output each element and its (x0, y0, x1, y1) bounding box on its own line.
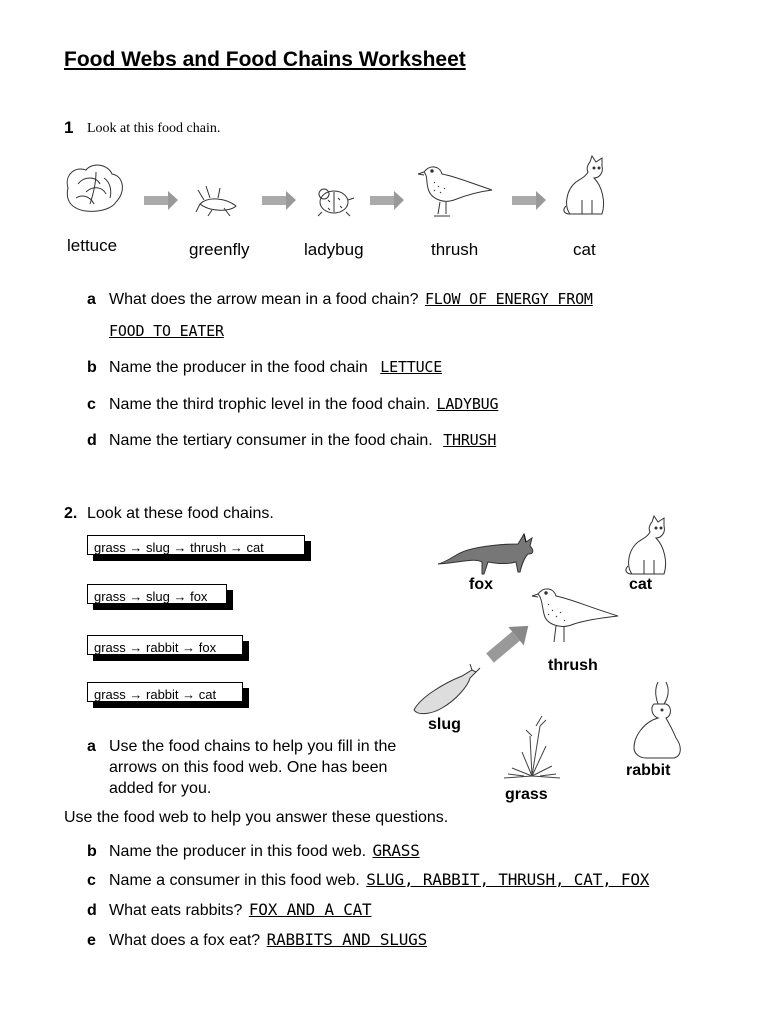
lettuce-image (67, 165, 122, 211)
ladybug-image (318, 189, 354, 216)
food-chain-illustration (0, 150, 768, 230)
worksheet-title: Food Webs and Food Chains Worksheet (64, 48, 466, 71)
question-1c: c Name the third trophic level in the food chain. LADYBUG (87, 395, 499, 413)
web-label-slug: slug (428, 716, 461, 733)
question-2e-text: What does a fox eat? (109, 932, 261, 949)
web-label-grass: grass (505, 786, 548, 803)
chain-label-greenfly: greenfly (189, 240, 250, 259)
chain-label-thrush: thrush (431, 240, 479, 259)
arrow-2 (262, 191, 296, 210)
question-1d: d Name the tertiary consumer in the food chain. THRUSH (87, 431, 497, 449)
web-label-thrush: thrush (548, 657, 598, 674)
question-1a: a What does the arrow mean in a food chain? FLOW OF ENERGY FROM (87, 290, 593, 308)
food-chain-box-4: grass → rabbit → cat (87, 682, 243, 702)
cat-image (564, 156, 604, 214)
question-1-instruction: Look at this food chain. (87, 121, 221, 136)
slug-image (414, 664, 480, 714)
question-2d: d What eats rabbits? FOX AND A CAT (87, 900, 372, 919)
question-2d-text: What eats rabbits? (109, 902, 243, 919)
question-2c-text: Name a consumer in this food web. (109, 872, 360, 889)
chain-label-cat: cat (573, 240, 596, 259)
question-2c: c Name a consumer in this food web. SLUG, RABBIT, THRUSH, CAT, FOX (87, 870, 650, 889)
food-chain-box-1: grass → slug → thrush → cat (87, 535, 305, 555)
question-1c-text: Name the third trophic level in the food chain. (109, 396, 431, 413)
web-label-fox: fox (469, 576, 493, 593)
web-thrush-image (532, 589, 618, 642)
food-chain-box-2: grass → slug → fox (87, 584, 227, 604)
arrow-4 (512, 191, 546, 210)
web-label-cat: cat (629, 576, 653, 593)
question-2b-answer[interactable]: GRASS (372, 841, 420, 860)
question-2a: a Use the food chains to help you fill in the (87, 738, 397, 755)
greenfly-image (196, 186, 236, 216)
chain-label-lettuce: lettuce (67, 236, 118, 255)
thrush-image (418, 167, 492, 216)
question-2d-answer[interactable]: FOX AND A CAT (248, 900, 372, 919)
question-1a-answer[interactable]: FLOW OF ENERGY FROM (424, 290, 593, 308)
question-1-number: 1 (64, 118, 74, 137)
arrow-1 (144, 191, 178, 210)
question-2a-line-1: Use the food chains to help you fill in the (109, 738, 397, 755)
rabbit-image (634, 682, 680, 758)
question-1b: b Name the producer in the food chain LETTUCE (87, 358, 443, 376)
question-2-number: 2. (64, 505, 78, 522)
question-1d-answer[interactable]: THRUSH (443, 431, 497, 449)
food-chain-box-3: grass → rabbit → fox (87, 635, 243, 655)
question-1d-text: Name the tertiary consumer in the food chain. (109, 432, 433, 449)
chain-label-ladybug: ladybug (304, 240, 364, 259)
question-2b-text: Name the producer in this food web. (109, 843, 367, 860)
question-1c-answer[interactable]: LADYBUG (436, 395, 499, 413)
food-web-illustration (400, 510, 700, 790)
fox-image (438, 534, 533, 574)
question-2a-line-2: arrows on this food web. One has been (109, 759, 388, 776)
web-cat-image (626, 516, 666, 574)
question-1b-answer[interactable]: LETTUCE (380, 358, 443, 376)
question-1a-answer-continued: FOOD TO EATER (109, 322, 224, 340)
question-2c-answer[interactable]: SLUG, RABBIT, THRUSH, CAT, FOX (366, 870, 650, 889)
question-2e-answer[interactable]: RABBITS AND SLUGS (266, 930, 428, 949)
arrow-3 (370, 191, 404, 210)
question-2-instruction: Look at these food chains. (87, 505, 274, 522)
question-2b: b Name the producer in this food web. GRASS (87, 841, 420, 860)
question-1a-text: What does the arrow mean in a food chain? (109, 291, 419, 308)
question-2a-line-3: added for you. (109, 780, 212, 797)
grass-image (504, 716, 560, 778)
question-2e: e What does a fox eat? RABBITS AND SLUGS (87, 930, 428, 949)
web-label-rabbit: rabbit (626, 762, 671, 779)
question-1b-text: Name the producer in the food chain (109, 359, 368, 376)
given-food-web-arrow (482, 617, 536, 668)
use-food-web-instruction: Use the food web to help you answer these questions. (64, 809, 449, 826)
